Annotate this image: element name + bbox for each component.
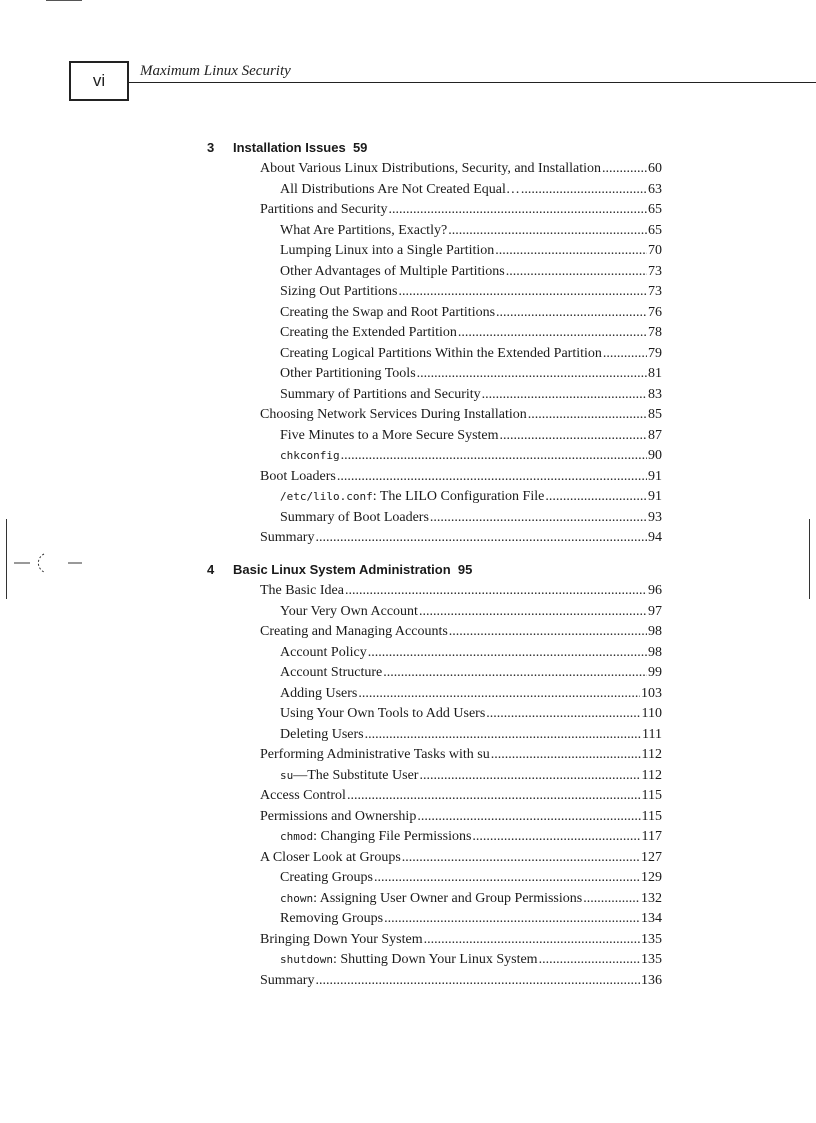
- toc-entry-page: 115: [641, 808, 662, 824]
- toc-entry-label: [280, 911, 383, 927]
- toc-entry-page: 65: [648, 222, 662, 238]
- header-rule: [129, 82, 816, 83]
- toc-entry-label: [260, 747, 490, 763]
- dot-leader: [389, 202, 647, 218]
- toc-section-entry[interactable]: [260, 624, 662, 640]
- toc-entry-text: : Shutting Down Your Linux System: [332, 952, 538, 967]
- toc-entry-text: Other Partitioning Tools: [280, 366, 416, 381]
- dot-leader: [374, 870, 640, 886]
- toc-entry-page: 110: [641, 706, 662, 721]
- toc-entry-text: A Closer Look at Groups: [260, 849, 401, 865]
- dot-leader: [315, 973, 640, 989]
- toc-entry-text: Summary of Partitions and Security: [280, 386, 481, 402]
- toc-entry-label: [260, 973, 314, 989]
- toc-entry-text: Account Policy: [280, 644, 367, 660]
- toc-section-entry[interactable]: [260, 407, 662, 423]
- toc-entry-label: [280, 366, 416, 382]
- toc-entry-label: [260, 202, 388, 218]
- toc-entry-text: Your Very Own Account: [280, 603, 418, 619]
- dot-leader: [491, 747, 641, 763]
- toc-entry-page: 81: [648, 366, 662, 381]
- toc-entry-text: Permissions and Ownership: [260, 808, 417, 824]
- dot-leader: [398, 284, 647, 300]
- toc-entry-page: 79: [648, 345, 662, 361]
- code-term: /etc/lilo.conf: [280, 490, 373, 503]
- toc-subsection-entry[interactable]: [280, 448, 662, 464]
- crop-mark-left: [6, 519, 7, 599]
- toc-entry-label: [280, 305, 495, 321]
- toc-subsection-entry[interactable]: [280, 706, 662, 722]
- chapter-page: 59: [352, 140, 368, 155]
- toc-entry-label: [260, 530, 314, 546]
- toc-subsection-entry[interactable]: [280, 911, 662, 927]
- toc-subsection-entry[interactable]: [280, 243, 662, 259]
- page-number: vi: [92, 71, 106, 90]
- toc-entry-text: Deleting Users: [280, 726, 364, 742]
- dot-leader: [448, 223, 647, 239]
- toc-entry-text: Summary of Boot Loaders: [280, 509, 429, 525]
- chapter-number: 4: [207, 562, 215, 577]
- chapter-title: Basic Linux System Administration: [233, 562, 451, 577]
- toc-section-entry[interactable]: [260, 469, 662, 485]
- dot-leader: [347, 788, 641, 804]
- toc-entry-text: Access Control: [260, 788, 346, 803]
- toc-entry-label: [260, 809, 416, 825]
- toc-entry-label: [260, 850, 401, 866]
- dot-leader: [365, 727, 641, 743]
- code-term: shutdown: [280, 953, 333, 966]
- toc-subsection-entry[interactable]: [280, 686, 662, 702]
- toc-entry-text: About Various Linux Distributions, Security, and Installation: [260, 161, 602, 176]
- code-term: chmod: [280, 830, 314, 843]
- toc-entry-page: 83: [648, 386, 662, 402]
- toc-entry-label: [280, 387, 481, 403]
- toc-entry-page: 117: [641, 829, 662, 844]
- dot-leader: [337, 469, 647, 485]
- toc-entry-page: 60: [648, 161, 662, 176]
- toc-entry-label: [280, 264, 505, 280]
- toc-entry-label: [280, 325, 457, 341]
- toc-entry-label: [280, 223, 447, 239]
- toc-entry-label: [260, 407, 527, 423]
- toc-subsection-entry[interactable]: [280, 952, 662, 968]
- toc-entry-label: [280, 243, 494, 259]
- dot-leader: [482, 387, 647, 403]
- dot-leader: [417, 809, 640, 825]
- dot-leader: [583, 891, 640, 907]
- toc-entry-text: Five Minutes to a More Secure System: [280, 427, 499, 443]
- toc-section-entry[interactable]: [260, 161, 662, 177]
- toc-entry-label: [280, 768, 418, 784]
- chapter-heading[interactable]: [207, 140, 367, 155]
- toc-entry-page: 87: [648, 427, 662, 443]
- toc-subsection-entry[interactable]: [280, 182, 662, 198]
- toc-entry-label: [280, 448, 340, 464]
- toc-entry-label: [280, 182, 520, 198]
- toc-entry-page: 135: [641, 952, 662, 967]
- toc-section-entry[interactable]: [260, 583, 662, 599]
- toc-entry-label: [280, 829, 471, 845]
- dot-leader: [430, 510, 647, 526]
- toc-entry-page: 78: [648, 325, 662, 340]
- toc-section-entry[interactable]: [260, 788, 662, 804]
- toc-entry-text: Sizing Out Partitions: [280, 284, 398, 299]
- dot-leader: [496, 305, 647, 321]
- toc-entry-text: Adding Users: [280, 685, 358, 701]
- top-crop-line: [46, 0, 82, 1]
- toc-entry-text: Choosing Network Services During Installation: [260, 407, 527, 422]
- dot-leader: [506, 264, 647, 280]
- toc-subsection-entry[interactable]: [280, 489, 662, 505]
- toc-entry-label: [280, 727, 364, 743]
- toc-entry-text: : The LILO Configuration File: [372, 489, 545, 504]
- toc-entry-page: 136: [641, 972, 662, 988]
- toc-entry-page: 98: [648, 624, 662, 639]
- toc-entry-page: 97: [648, 603, 662, 619]
- toc-subsection-entry[interactable]: [280, 264, 662, 280]
- toc-entry-label: [260, 788, 346, 804]
- dot-leader: [500, 428, 647, 444]
- toc-section-entry[interactable]: [260, 850, 662, 866]
- toc-entry-page: 73: [648, 263, 662, 279]
- toc-entry-text: —The Substitute User: [293, 767, 419, 783]
- toc-section-entry[interactable]: [260, 202, 662, 218]
- toc-section-entry[interactable]: [260, 530, 662, 546]
- toc-section-entry[interactable]: [260, 809, 662, 825]
- dot-leader: [539, 952, 640, 968]
- toc-entry-page: 111: [642, 726, 662, 742]
- dot-leader: [521, 182, 647, 198]
- toc-entry-label: [280, 604, 418, 620]
- toc-entry-text: Boot Loaders: [260, 468, 336, 484]
- toc-subsection-entry[interactable]: [280, 510, 662, 526]
- code-term: su: [280, 768, 294, 782]
- toc-subsection-entry[interactable]: [280, 727, 662, 743]
- dot-leader: [602, 161, 647, 177]
- toc-subsection-entry[interactable]: [280, 665, 662, 681]
- toc-entry-label: [280, 952, 538, 968]
- toc-entry-text: Other Advantages of Multiple Partitions: [280, 263, 505, 279]
- dot-leader: [449, 624, 647, 640]
- dot-leader: [417, 366, 647, 382]
- toc-entry-page: 135: [641, 931, 662, 947]
- toc-subsection-entry[interactable]: [280, 346, 662, 362]
- toc-entry-text: Removing Groups: [280, 911, 384, 926]
- code-term: chkconfig: [280, 449, 340, 462]
- toc-subsection-entry[interactable]: [280, 366, 662, 382]
- toc-subsection-entry[interactable]: [280, 829, 662, 845]
- toc-entry-label: [280, 510, 429, 526]
- toc-entry-text: Summary: [260, 530, 315, 545]
- toc-subsection-entry[interactable]: [280, 305, 662, 321]
- dot-leader: [358, 686, 640, 702]
- toc-entry-text: Using Your Own Tools to Add Users: [280, 706, 486, 721]
- toc-entry-text: Creating Logical Partitions Within the Extended Partition: [280, 345, 602, 361]
- toc-entry-text: Creating the Extended Partition: [280, 325, 457, 340]
- toc-subsection-entry[interactable]: [280, 325, 662, 341]
- dot-leader: [545, 489, 647, 505]
- toc-entry-page: 63: [648, 181, 662, 197]
- toc-subsection-entry[interactable]: [280, 223, 662, 239]
- crop-mark-right: [809, 519, 810, 599]
- running-title: Maximum Linux Security: [140, 63, 291, 79]
- toc-entry-label: [280, 645, 367, 661]
- toc-section-entry[interactable]: [260, 932, 662, 948]
- toc-entry-text: Bringing Down Your System: [260, 931, 423, 947]
- toc-entry-page: 132: [641, 890, 662, 906]
- toc-section-entry[interactable]: [260, 973, 662, 989]
- toc-entry-page: 91: [648, 489, 662, 504]
- toc-entry-page: 103: [641, 685, 662, 701]
- dot-leader: [402, 850, 640, 866]
- dot-leader: [341, 448, 647, 464]
- toc-entry-text: Creating and Managing Accounts: [260, 624, 448, 639]
- toc-entry-label: [280, 284, 397, 300]
- dot-leader: [486, 706, 640, 722]
- toc-entry-label: [260, 932, 423, 948]
- toc-entry-label: [280, 428, 499, 444]
- toc-subsection-entry[interactable]: [280, 428, 662, 444]
- toc-entry-text: : Changing File Permissions: [313, 829, 472, 844]
- toc-subsection-entry[interactable]: [280, 768, 662, 784]
- dot-leader: [368, 645, 647, 661]
- dot-leader: [315, 530, 647, 546]
- toc-entry-label: [280, 686, 357, 702]
- registration-mark-icon: [14, 548, 84, 578]
- dot-leader: [419, 768, 640, 784]
- dot-leader: [384, 911, 640, 927]
- toc-entry-label: [260, 583, 344, 599]
- dot-leader: [419, 604, 647, 620]
- toc-entry-page: 129: [641, 870, 662, 885]
- toc-entry-label: [280, 870, 373, 886]
- toc-entry-page: 94: [648, 530, 662, 545]
- toc-entry-page: 85: [648, 407, 662, 422]
- toc-entry-text: The Basic Idea: [260, 583, 344, 598]
- page-number-box: [69, 61, 129, 101]
- toc-entry-label: [260, 469, 336, 485]
- code-term: chown: [280, 891, 314, 905]
- toc-entry-page: 112: [641, 767, 662, 783]
- toc-entry-text: Partitions and Security: [260, 202, 388, 217]
- toc-section-entry[interactable]: [260, 747, 662, 763]
- toc-entry-label: [280, 665, 382, 681]
- toc-entry-text: Creating Groups: [280, 870, 373, 885]
- toc-entry-label: [280, 346, 602, 362]
- toc-entry-page: 99: [648, 665, 662, 680]
- toc-entry-text: Summary: [260, 972, 315, 988]
- toc-subsection-entry[interactable]: [280, 870, 662, 886]
- toc-subsection-entry[interactable]: [280, 604, 662, 620]
- dot-leader: [424, 932, 640, 948]
- toc-entry-page: 73: [648, 284, 662, 299]
- toc-entry-page: 70: [648, 243, 662, 258]
- dot-leader: [345, 583, 647, 599]
- toc-entry-label: [260, 624, 448, 640]
- toc-subsection-entry[interactable]: [280, 284, 662, 300]
- toc-entry-page: 134: [641, 911, 662, 926]
- toc-entry-page: 76: [648, 304, 662, 320]
- dot-leader: [495, 243, 647, 259]
- dot-leader: [472, 829, 640, 845]
- toc-entry-page: 127: [641, 849, 662, 865]
- toc-entry-label: [280, 489, 544, 505]
- dot-leader: [528, 407, 647, 423]
- toc-entry-page: 98: [648, 644, 662, 660]
- toc-entry-text: Lumping Linux into a Single Partition: [280, 243, 495, 258]
- chapter-number: 3: [207, 140, 215, 155]
- toc-entry-text: What Are Partitions, Exactly?: [280, 222, 448, 238]
- dot-leader: [383, 665, 647, 681]
- dot-leader: [603, 346, 647, 362]
- toc-entry-page: 65: [648, 202, 662, 217]
- toc-entry-page: 91: [648, 468, 662, 484]
- toc-subsection-entry[interactable]: [280, 891, 662, 907]
- toc-entry-page: 93: [648, 509, 662, 525]
- toc-entry-page: 96: [648, 583, 662, 598]
- toc-entry-text: Creating the Swap and Root Partitions: [280, 304, 496, 320]
- toc-entry-text: : Assigning User Owner and Group Permissions: [313, 890, 583, 906]
- toc-entry-label: [260, 161, 601, 177]
- toc-entry-text: Account Structure: [280, 665, 383, 680]
- toc-entry-page: 90: [648, 448, 662, 463]
- toc-entry-page: 112: [641, 747, 662, 762]
- toc-entry-label: [280, 891, 582, 907]
- dot-leader: [458, 325, 647, 341]
- toc-entry-text: Performing Administrative Tasks with su: [260, 747, 490, 762]
- toc-entry-page: 115: [641, 788, 662, 803]
- chapter-heading[interactable]: [207, 562, 472, 577]
- toc-subsection-entry[interactable]: [280, 645, 662, 661]
- chapter-title: Installation Issues: [233, 140, 346, 155]
- chapter-page: 95: [457, 562, 473, 577]
- toc-subsection-entry[interactable]: [280, 387, 662, 403]
- toc-entry-text: All Distributions Are Not Created Equal…: [280, 181, 520, 197]
- toc-entry-label: [280, 706, 485, 722]
